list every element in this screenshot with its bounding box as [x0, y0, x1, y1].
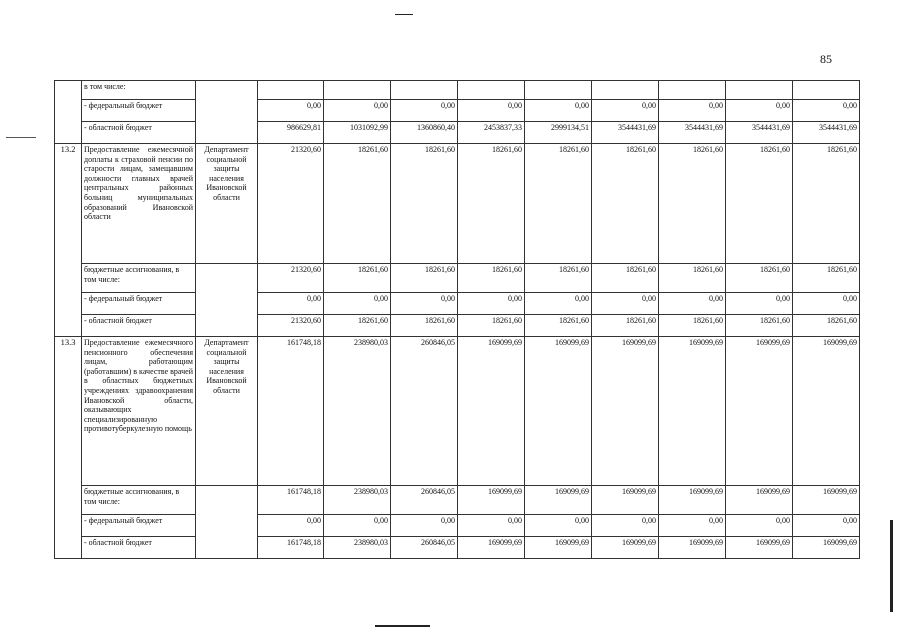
- row-label: в том числе:: [82, 81, 196, 100]
- value-cell: 161748,18: [258, 537, 324, 559]
- value-cell: 169099,69: [659, 537, 726, 559]
- value-cell: [659, 81, 726, 100]
- row-label: бюджетные ассигнования, в том числе:: [82, 486, 196, 515]
- value-cell: 0,00: [458, 100, 525, 122]
- row-label: - федеральный бюджет: [82, 100, 196, 122]
- value-cell: 169099,69: [525, 486, 592, 515]
- table-row: [55, 293, 860, 315]
- value-cell: 0,00: [458, 515, 525, 537]
- row-label: - федеральный бюджет: [82, 293, 196, 315]
- value-cell: 18261,60: [458, 144, 525, 264]
- table-row: [55, 537, 860, 559]
- section-code: 13.3: [55, 337, 82, 559]
- table-row: [55, 486, 860, 515]
- value-cell: 1360860,40: [391, 122, 458, 144]
- value-cell: 18261,60: [793, 264, 860, 293]
- value-cell: 169099,69: [525, 537, 592, 559]
- table-row: [55, 337, 860, 486]
- section-description: Предоставление ежемесячного пенсионного обеспечения лицам, работающим (работавшим) в качестве врачей в областных бюджетных учреждениях здравоохранения Ивановской области, оказывающих специализированную противотуберкулезную помощь: [82, 337, 196, 486]
- value-cell: 3544431,69: [659, 122, 726, 144]
- value-cell: 169099,69: [726, 337, 793, 486]
- value-cell: 18261,60: [726, 264, 793, 293]
- section-description: Предоставление ежемесячной доплаты к страховой пенсии по старости лицам, замещавшим должности главных врачей центральных районных больниц муниципальных образований Ивановской области: [82, 144, 196, 264]
- value-cell: 161748,18: [258, 337, 324, 486]
- value-cell: 169099,69: [458, 486, 525, 515]
- value-cell: 238980,03: [324, 537, 391, 559]
- value-cell: 169099,69: [726, 537, 793, 559]
- value-cell: 260846,05: [391, 537, 458, 559]
- value-cell: 18261,60: [391, 144, 458, 264]
- value-cell: 18261,60: [458, 315, 525, 337]
- value-cell: 18261,60: [659, 315, 726, 337]
- value-cell: [258, 81, 324, 100]
- value-cell: 169099,69: [793, 486, 860, 515]
- value-cell: [324, 81, 391, 100]
- value-cell: 0,00: [324, 100, 391, 122]
- value-cell: 2999134,51: [525, 122, 592, 144]
- value-cell: 238980,03: [324, 337, 391, 486]
- row-label: - федеральный бюджет: [82, 515, 196, 537]
- value-cell: 18261,60: [659, 264, 726, 293]
- value-cell: 2453837,33: [458, 122, 525, 144]
- value-cell: 169099,69: [458, 337, 525, 486]
- value-cell: 0,00: [258, 515, 324, 537]
- value-cell: 169099,69: [793, 537, 860, 559]
- value-cell: 18261,60: [458, 264, 525, 293]
- department-cell: [196, 264, 258, 337]
- value-cell: [726, 81, 793, 100]
- value-cell: 18261,60: [324, 264, 391, 293]
- value-cell: 0,00: [592, 100, 659, 122]
- value-cell: 18261,60: [525, 315, 592, 337]
- table-row: [55, 315, 860, 337]
- value-cell: 0,00: [258, 100, 324, 122]
- value-cell: 161748,18: [258, 486, 324, 515]
- section-code: 13.2: [55, 144, 82, 337]
- value-cell: 18261,60: [659, 144, 726, 264]
- value-cell: 1031092,99: [324, 122, 391, 144]
- value-cell: 169099,69: [592, 537, 659, 559]
- table-row: [55, 100, 860, 122]
- value-cell: 260846,05: [391, 486, 458, 515]
- value-cell: 3544431,69: [592, 122, 659, 144]
- value-cell: 18261,60: [592, 264, 659, 293]
- value-cell: 18261,60: [324, 144, 391, 264]
- value-cell: 169099,69: [592, 337, 659, 486]
- value-cell: 21320,60: [258, 264, 324, 293]
- section-department: Департамент социальной защиты населения Ивановской области: [196, 337, 258, 486]
- value-cell: 0,00: [726, 100, 793, 122]
- value-cell: 238980,03: [324, 486, 391, 515]
- table-row: [55, 515, 860, 537]
- department-cell: [196, 81, 258, 144]
- value-cell: 0,00: [391, 515, 458, 537]
- value-cell: 18261,60: [793, 315, 860, 337]
- value-cell: 18261,60: [592, 315, 659, 337]
- value-cell: [592, 81, 659, 100]
- value-cell: 986629,81: [258, 122, 324, 144]
- value-cell: [525, 81, 592, 100]
- table-row: [55, 81, 860, 100]
- value-cell: 18261,60: [525, 144, 592, 264]
- scan-mark-right: [890, 520, 893, 612]
- value-cell: 0,00: [391, 100, 458, 122]
- value-cell: 0,00: [726, 515, 793, 537]
- code-cell: [55, 81, 82, 144]
- value-cell: 18261,60: [391, 264, 458, 293]
- value-cell: 0,00: [525, 100, 592, 122]
- department-cell: [196, 486, 258, 559]
- value-cell: [793, 81, 860, 100]
- section-department: Департамент социальной защиты населения Ивановской области: [196, 144, 258, 264]
- row-label: - областной бюджет: [82, 122, 196, 144]
- value-cell: 0,00: [726, 293, 793, 315]
- value-cell: 0,00: [793, 515, 860, 537]
- value-cell: 260846,05: [391, 337, 458, 486]
- page-number: 85: [820, 52, 832, 66]
- value-cell: 18261,60: [726, 144, 793, 264]
- table-row: [55, 122, 860, 144]
- value-cell: 18261,60: [592, 144, 659, 264]
- row-label: бюджетные ассигнования, в том числе:: [82, 264, 196, 293]
- value-cell: 169099,69: [659, 486, 726, 515]
- value-cell: 0,00: [324, 293, 391, 315]
- value-cell: 0,00: [793, 293, 860, 315]
- value-cell: 0,00: [659, 293, 726, 315]
- value-cell: 0,00: [659, 515, 726, 537]
- value-cell: 169099,69: [793, 337, 860, 486]
- value-cell: 0,00: [592, 515, 659, 537]
- value-cell: 169099,69: [525, 337, 592, 486]
- value-cell: 3544431,69: [793, 122, 860, 144]
- value-cell: 0,00: [458, 293, 525, 315]
- value-cell: 0,00: [391, 293, 458, 315]
- value-cell: 0,00: [592, 293, 659, 315]
- row-label: - областной бюджет: [82, 315, 196, 337]
- table-row: [55, 264, 860, 293]
- value-cell: 18261,60: [391, 315, 458, 337]
- value-cell: 0,00: [525, 293, 592, 315]
- value-cell: 18261,60: [525, 264, 592, 293]
- value-cell: 169099,69: [458, 537, 525, 559]
- value-cell: 169099,69: [659, 337, 726, 486]
- value-cell: 0,00: [659, 100, 726, 122]
- row-label: - областной бюджет: [82, 537, 196, 559]
- scan-mark-bottom: [375, 625, 430, 627]
- value-cell: 18261,60: [324, 315, 391, 337]
- budget-table: [54, 80, 860, 559]
- value-cell: 0,00: [525, 515, 592, 537]
- scan-mark-left: [6, 137, 36, 138]
- value-cell: 18261,60: [793, 144, 860, 264]
- scan-mark-top: [395, 14, 413, 15]
- value-cell: [391, 81, 458, 100]
- value-cell: 0,00: [258, 293, 324, 315]
- value-cell: 169099,69: [726, 486, 793, 515]
- value-cell: 18261,60: [726, 315, 793, 337]
- value-cell: 169099,69: [592, 486, 659, 515]
- value-cell: 0,00: [793, 100, 860, 122]
- value-cell: 21320,60: [258, 144, 324, 264]
- table-row: [55, 144, 860, 264]
- value-cell: [458, 81, 525, 100]
- value-cell: 3544431,69: [726, 122, 793, 144]
- value-cell: 0,00: [324, 515, 391, 537]
- value-cell: 21320,60: [258, 315, 324, 337]
